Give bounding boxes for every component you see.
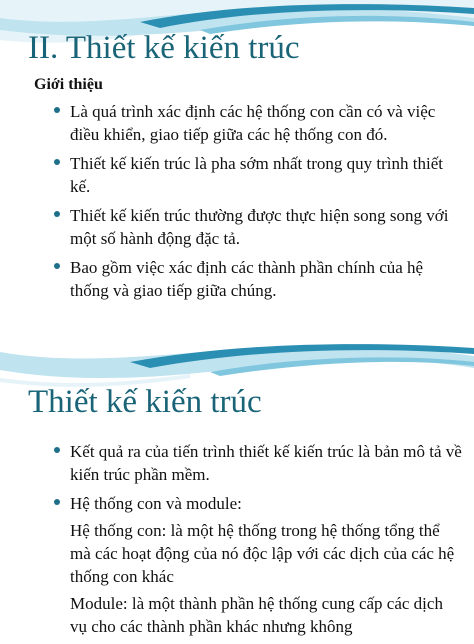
list-item: Thiết kế kiến trúc là pha sớm nhất trong quy trình thiết kế.: [54, 152, 464, 198]
bullet-icon: [54, 107, 60, 113]
list-item: Bao gồm việc xác định các thành phần chính của hệ thống và giao tiếp giữa chúng.: [54, 256, 464, 302]
list-item: Là quá trình xác định các hệ thống con cần có và việc điều khiển, giao tiếp giữa các hệ thống con đó.: [54, 100, 464, 146]
bullet-icon: [54, 447, 60, 453]
paragraph: Module: là một thành phần hệ thống cung cấp các dịch vụ cho các thành phần khác nhưng không: [70, 594, 443, 636]
slide-subtitle: Giới thiệu: [34, 76, 103, 93]
slide-title: II. Thiết kế kiến trúc: [28, 30, 300, 66]
bullet-icon: [54, 263, 60, 269]
bullet-list: [54, 100, 464, 308]
slide-1: [0, 0, 474, 316]
bullet-icon: [54, 499, 60, 505]
paragraph: Hệ thống con: là một hệ thống trong hệ thống tổng thể mà các hoạt động của nó độc lập với các dịch của các hệ thống con khác: [70, 521, 455, 586]
list-item: Thiết kế kiến trúc thường được thực hiện song song với một số hành động đặc tả.: [54, 204, 464, 250]
bullet-list: [54, 440, 464, 644]
slide-title: Thiết kế kiến trúc: [28, 384, 262, 420]
bullet-icon: [54, 159, 60, 165]
list-item: Hệ thống con và module:: [54, 492, 464, 515]
list-item: Kết quả ra của tiến trình thiết kế kiến trúc là bản mô tả về kiến trúc phần mềm.: [54, 440, 464, 486]
bullet-icon: [54, 211, 60, 217]
